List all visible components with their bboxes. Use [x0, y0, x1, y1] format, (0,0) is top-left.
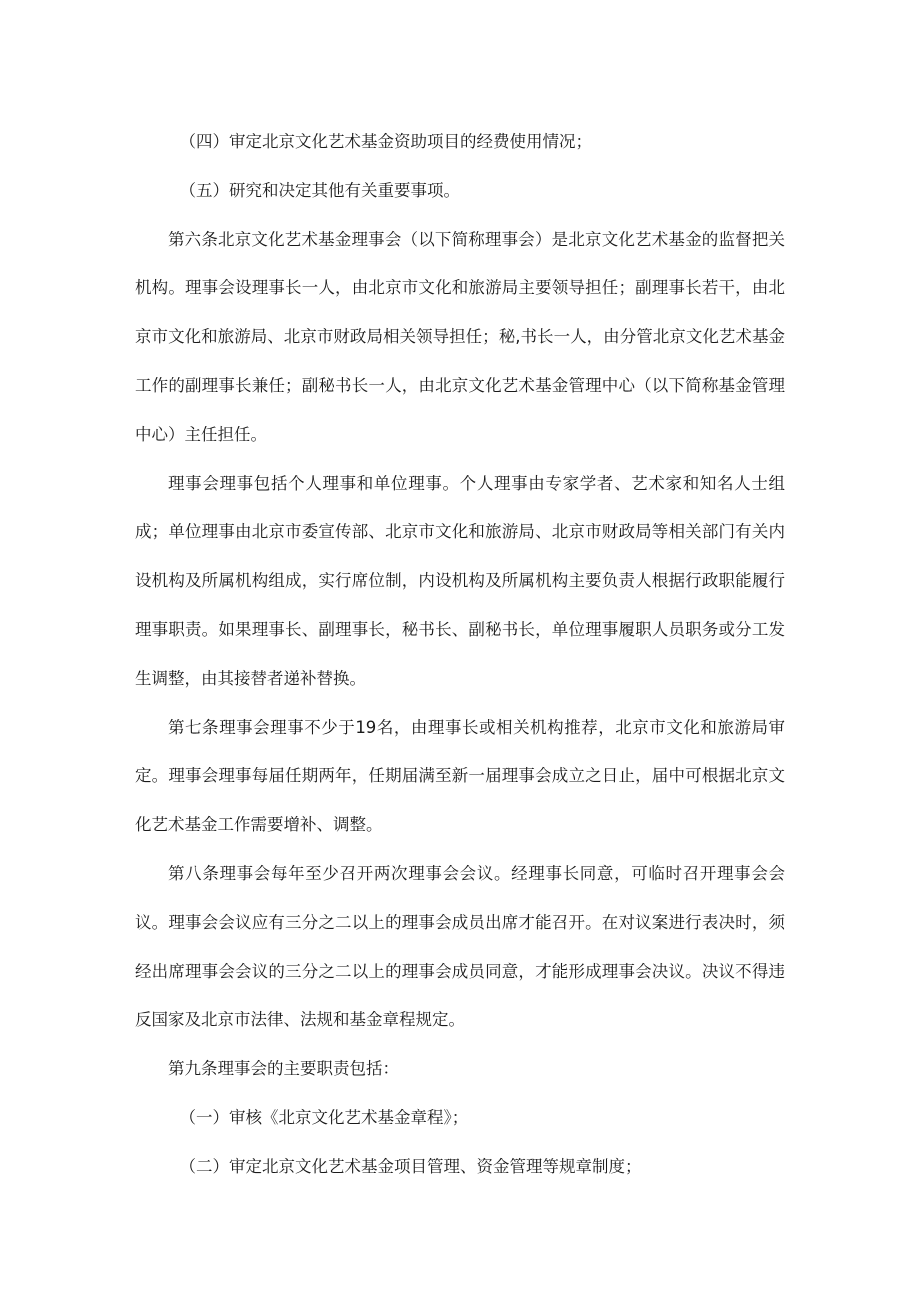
item-5-other-matters: （五）研究和决定其他有关重要事项。: [179, 180, 461, 200]
article-7-paragraph: 第七条理事会理事不少于19名，由理事长或相关机构推荐，北京市文化和旅游局审定。理事会理事每届任期两年，任期届满至新一届理事会成立之日止，届中可根据北京文化艺术基金工作需要增补、调整。: [135, 717, 785, 835]
document-page: [135, 118, 785, 1192]
item-2-review-rules: （二）审定北京文化艺术基金项目管理、资金管理等规章制度；: [179, 1156, 642, 1176]
article-6-paragraph: 第六条北京文化艺术基金理事会（以下简称理事会）是北京文化艺术基金的监督把关机构。理事会设理事长一人，由北京市文化和旅游局主要领导担任；副理事长若干，由北京市文化和旅游局、北京市财政局相关领导担任；秘,书长一人，由分管北京文化艺术基金工作的副理事长兼任；副秘书长一人，由北京文化艺术基金管理中心（以下简称基金管理中心）主任担任。: [135, 229, 785, 444]
article-6-members-paragraph: 理事会理事包括个人理事和单位理事。个人理事由专家学者、艺术家和知名人士组成；单位理事由北京市委宣传部、北京市文化和旅游局、北京市财政局等相关部门有关内设机构及所属机构组成，实行席位制，内设机构及所属机构主要负责人根据行政职能履行理事职责。如果理事长、副理事长，秘书长、副秘书长，单位理事履职人员职务或分工发生调整，由其接替者递补替换。: [135, 473, 785, 688]
article-9-paragraph: 第九条理事会的主要职责包括：: [168, 1059, 399, 1079]
item-4-review-expenditure: （四）审定北京文化艺术基金资助项目的经费使用情况；: [179, 132, 593, 151]
item-1-review-charter: （一）审核《北京文化艺术基金章程》；: [179, 1107, 469, 1127]
article-8-paragraph: 第八条理事会每年至少召开两次理事会会议。经理事长同意，可临时召开理事会会议。理事会会议应有三分之二以上的理事会成员出席才能召开。在对议案进行表决时，须经出席理事会会议的三分之二以上的理事会成员同意，才能形成理事会决议。决议不得违反国家及北京市法律、法规和基金章程规定。: [135, 863, 785, 1030]
